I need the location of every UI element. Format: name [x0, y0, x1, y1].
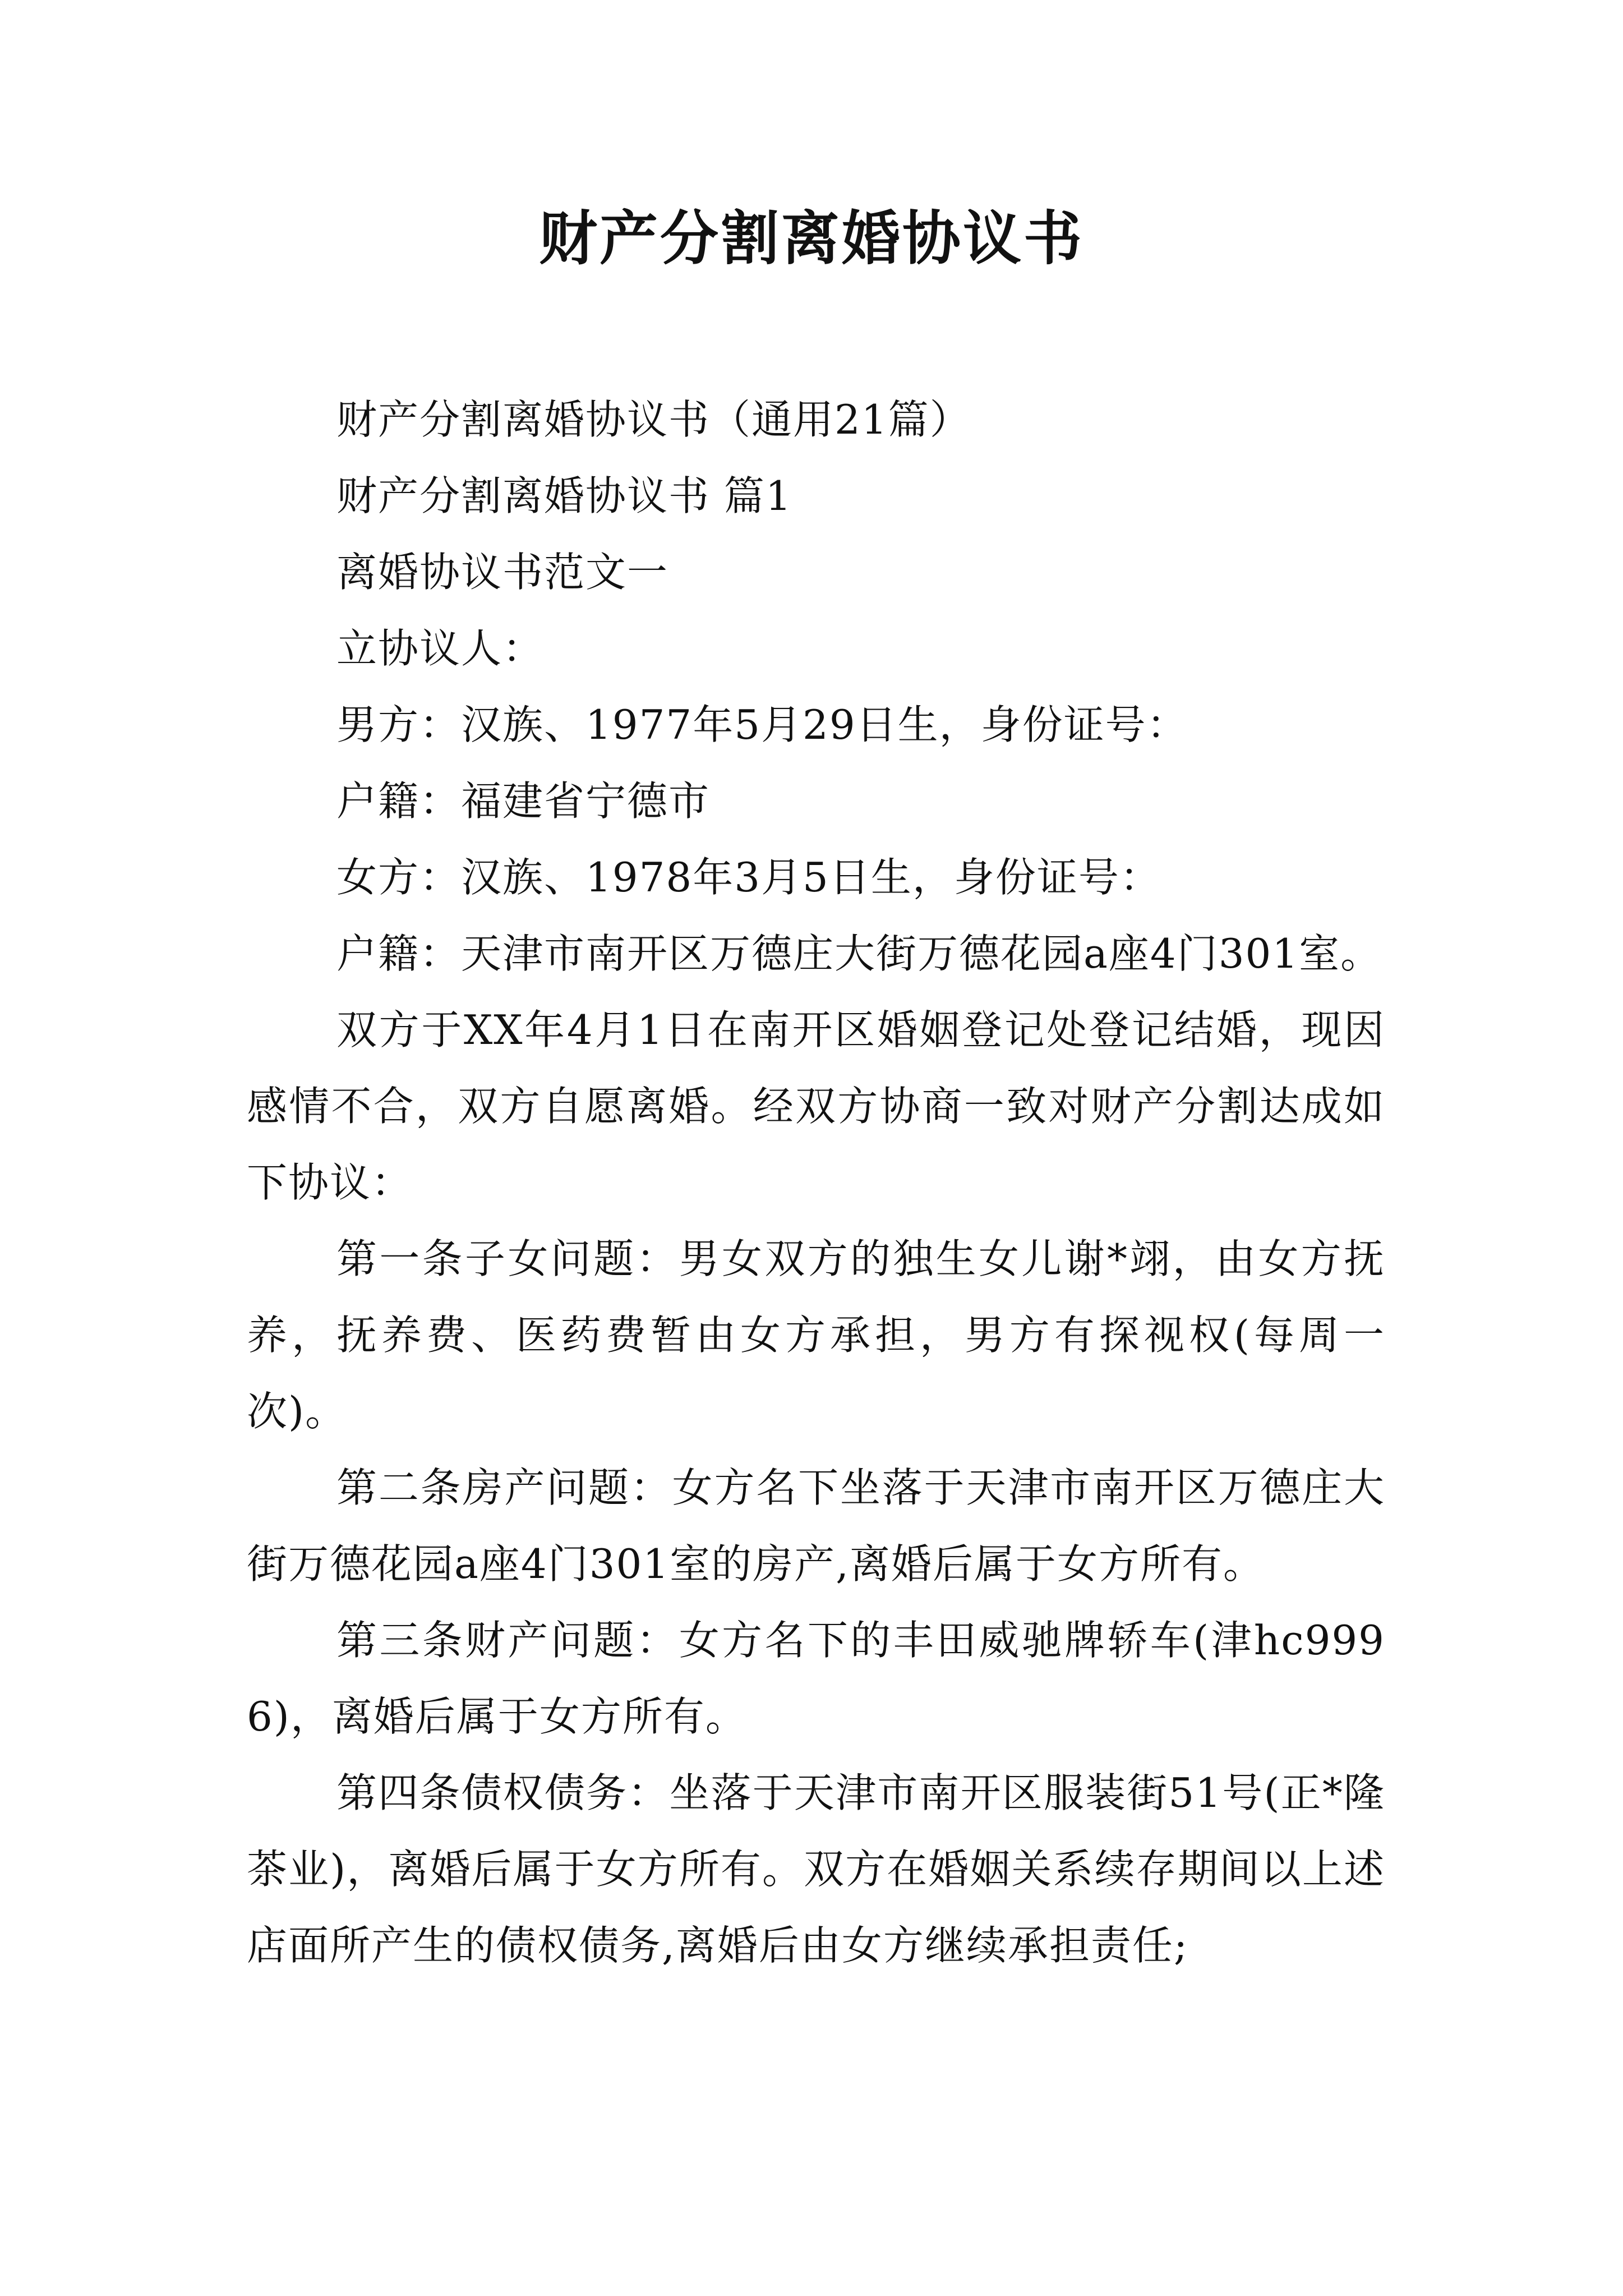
- paragraph-collection-heading: 财产分割离婚协议书（通用21篇）: [336, 396, 971, 443]
- paragraph-article-1: 第一条子女问题：男女双方的独生女儿谢*翊，由女方抚养，抚养费、医药费暂由女方承担，男方有探视权(每周一次)。: [247, 1235, 1385, 1435]
- paragraph-male-party: 男方：汉族、1977年5月29日生，身份证号：: [336, 701, 1188, 748]
- paragraph-marriage-statement: 双方于XX年4月1日在南开区婚姻登记处登记结婚，现因感情不合，双方自愿离婚。经双方协商一致对财产分割达成如下协议：: [247, 1006, 1385, 1206]
- paragraph-article-3: 第三条财产问题：女方名下的丰田威驰牌轿车(津hc9996)，离婚后属于女方所有。: [247, 1617, 1385, 1740]
- paragraph-female-residence: 户籍：天津市南开区万德庄大街万德花园a座4门301室。: [336, 930, 1382, 977]
- paragraph-article-2: 第二条房产问题：女方名下坐落于天津市南开区万德庄大街万德花园a座4门301室的房产,离婚后属于女方所有。: [247, 1464, 1385, 1588]
- paragraph-female-party: 女方：汉族、1978年3月5日生，身份证号：: [336, 854, 1161, 901]
- paragraph-article-4: 第四条债权债务：坐落于天津市南开区服装街51号(正*隆茶业)，离婚后属于女方所有。双方在婚姻关系续存期间以上述店面所产生的债权债务,离婚后由女方继续承担责任;: [247, 1769, 1385, 1969]
- document-body: [247, 381, 1385, 1984]
- paragraph-chapter-heading: 财产分割离婚协议书 篇1: [336, 472, 792, 519]
- paragraph-parties-label: 立协议人：: [336, 625, 545, 672]
- paragraph-sample-heading: 离婚协议书范文一: [336, 549, 669, 596]
- paragraph-male-residence: 户籍：福建省宁德市: [336, 777, 711, 825]
- document-title: 财产分割离婚协议书: [538, 204, 1084, 273]
